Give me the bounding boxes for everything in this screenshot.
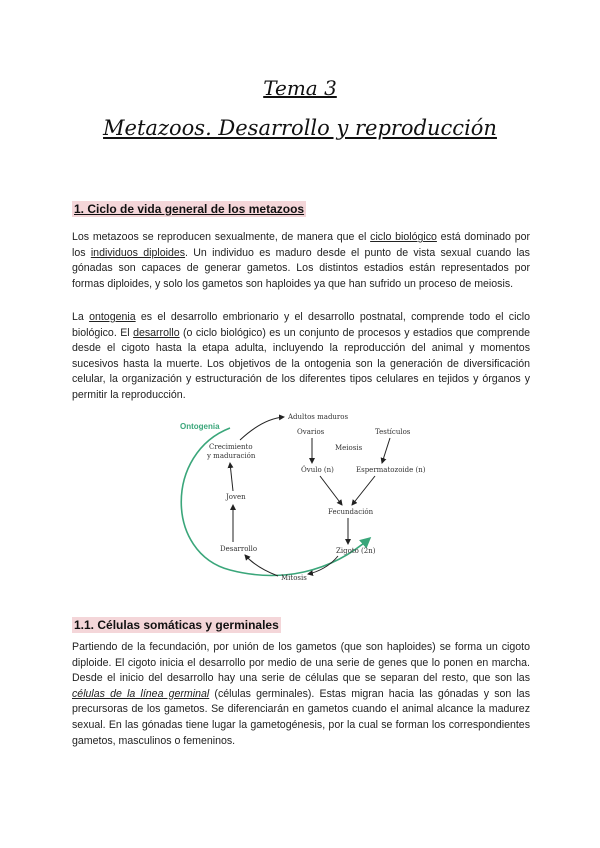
joven-label: Joven — [226, 493, 246, 501]
desarrollo-label: Desarrollo — [220, 545, 258, 553]
paragraph-3 — [72, 640, 530, 749]
testiculos-label: Testículos — [375, 428, 411, 436]
text-run: (células germinales). Estas migran hacia las gónadas y son las precursoras de los gametos. Se diferenciarán en gametos cuando el animal alcance la madurez sexual. En las gónadas tiene lugar la gametogénesis, por la cual se forman los correspondientes gametos, masculinos o femeninos. — [72, 687, 530, 747]
cigoto-label: Zigoto (2n) — [336, 547, 376, 555]
arrow-ovulo-fecundacion — [320, 476, 342, 505]
life-cycle-diagram — [170, 408, 440, 588]
section-heading-2-text: 1.1. Células somáticas y germinales — [74, 618, 279, 632]
adultos-label: Adultos maduros — [288, 413, 349, 421]
arrow-testiculos-esperma — [382, 438, 390, 463]
text-run: Partiendo de la fecundación, por unión de los gametos (que son haploides) se forma un cigoto diploide. El cigoto inicia el desarrollo por medio de una serie de genes que lo ponen en marcha. Desde el inicio del desarrollo hay una serie de células que se separan del resto, que son las — [72, 641, 530, 685]
arrow-cigoto-mitosis — [308, 556, 338, 574]
crecimiento-label-1: Crecimiento — [209, 443, 253, 451]
paragraph-1 — [72, 230, 530, 292]
crecimiento-label-2: y maduración — [207, 452, 256, 460]
section-heading-1-text: 1. Ciclo de vida general de los metazoos — [74, 202, 305, 216]
underlined-term: ciclo biológico — [370, 231, 437, 243]
text-run: es el desarrollo embrionario y el desarrollo postnatal, comprende todo el ciclo biológico. El — [72, 311, 531, 339]
text-run: (o ciclo biológico) es un conjunto de procesos y estadios que comprende desde el cigoto hasta la etapa adulta, incluyendo la reproducción del animal y momentos sucesivos hasta la muerte. Los objetivos de la ontogenia son la generación de diversificación celular, la organización y estructuración de los diferentes tipos celulares en tejidos y órganos y permitir la reproducción. — [72, 326, 530, 401]
arrow-mitosis-desarrollo — [245, 555, 278, 576]
underlined-term: células de la línea germinal — [72, 687, 210, 700]
ovarios-label: Ovarios — [297, 428, 325, 436]
underlined-term: individuos diploides — [90, 246, 186, 259]
section-heading-1 — [72, 202, 306, 216]
paragraph-2 — [72, 310, 530, 404]
espermatozoide-label: Espermatozoide (n) — [356, 466, 426, 474]
arrow-crecimiento-adultos — [240, 417, 284, 440]
arrow-joven-crecimiento — [230, 463, 233, 491]
underlined-term: desarrollo — [133, 326, 180, 339]
section-heading-2 — [72, 618, 281, 632]
mitosis-label: Mitosis — [281, 574, 307, 582]
page-subtitle: Metazoos. Desarrollo y reproducción — [103, 116, 497, 140]
underlined-term: ontogenia — [89, 311, 136, 323]
text-run: . Un individuo es maduro desde el punto de vista sexual cuando las gónadas son capaces de generar gametos. Los distintos estadios están representados por formas diploides, y solo los gametos son haploides ya que han sufrido un proceso de meiosis. — [72, 246, 530, 290]
ontogenia-label: Ontogenia — [180, 422, 220, 431]
fecundacion-label: Fecundación — [328, 508, 374, 516]
meiosis-label: Meiosis — [335, 444, 363, 452]
text-run: está dominado por los — [72, 231, 531, 259]
page-title: Tema 3 — [263, 76, 337, 100]
text-run: La — [72, 311, 90, 323]
text-run: Los metazoos se reproducen sexualmente, de manera que el — [72, 231, 371, 243]
arrow-esperma-fecundacion — [352, 476, 375, 505]
ovulo-label: Óvulo (n) — [301, 466, 334, 474]
